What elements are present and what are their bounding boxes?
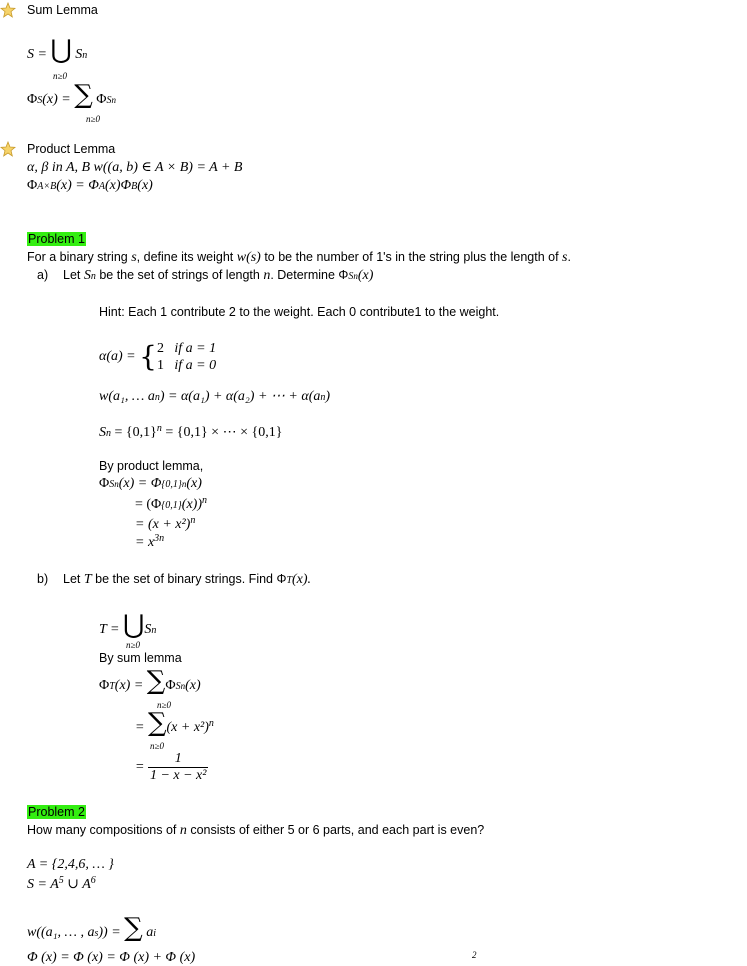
sn-eq: S [99,425,106,441]
cut-off-mark: 2 [472,950,477,960]
phiT-line3 [135,751,208,784]
eq2-rhs: Φ [96,92,107,107]
pa-nsub: n [353,271,358,281]
stmt-end: . [567,250,571,264]
alpha-def [99,340,216,374]
problem2-label [27,805,86,819]
phiT-lhs-sub: T [109,681,115,692]
w-def-rest: )) = [98,925,125,940]
phiT-lhs: Φ [99,678,110,693]
phi3: = (x + x²) [135,517,191,533]
pa-S: S [83,268,91,283]
phiT-rhs-sub: S [175,681,181,692]
phi4-sup: 3n [154,533,165,544]
w-equation [99,388,330,405]
pb-Tsub: T [286,575,293,586]
line2-sub2: A [98,181,105,192]
frac-num: 1 [148,751,209,768]
stmt-b: , define its weight [136,250,237,264]
fraction [148,751,209,784]
eq1-rhs: S [75,47,83,62]
S-def-sup1: 5 [58,875,64,886]
p2-stmt-a: How many compositions of [27,823,180,837]
product-lemma-line1: α, β in A, B w((a, b) ∈ A × B) = A + B [27,160,243,175]
pa-x: (x) [357,268,374,283]
phi1-rhs-subsup: n [181,479,187,489]
phi1-rhs-sub: {0,1} [161,479,182,490]
sn-eq-rest2: = {0,1} × ⋯ × {0,1} [161,425,283,441]
phi-line2 [135,495,207,513]
eq2-lhs: Φ [27,92,38,107]
star-icon [0,2,16,18]
S-def-mid: ∪ A [63,877,91,893]
S-definition [27,875,96,893]
w-eq-n: n [154,392,160,403]
pb-t2: be the set of binary strings. Find Φ [91,572,287,586]
phiT-rhs-subsub: n [180,681,186,691]
phi2-sub: {0,1} [161,500,182,512]
stmt-s2: s [562,250,568,265]
phi2-sup: n [202,495,207,506]
w-def-sub: s [94,928,99,939]
w-eq-rest: ) = α(a₁) + α(a₂) + ⋯ + α(a [159,389,321,404]
case2-cond: if a = 0 [174,358,217,373]
problem1-label-text: Problem 1 [28,232,85,246]
w-eq-n2: n [320,392,326,403]
phi1-lhs-subsub: n [114,479,119,489]
problem1-statement [27,250,571,266]
union-symbol: ⋃ [50,35,72,65]
pa-len: n [263,268,271,283]
sum-symbol: ∑ [146,666,166,696]
line2-phi: Φ [27,178,38,193]
t-eq-under: n≥0 [126,640,140,650]
sum-symbol: ∑ [147,708,167,738]
stmt-w: w(s) [236,250,261,265]
part-a-text [63,268,373,284]
line2-rest: (x) = Φ [56,178,99,193]
frac-den: 1 − x − x² [149,768,207,783]
t-eq-lhs: T = [99,622,123,637]
t-equation [99,612,156,638]
phiT3-eq: = [135,759,148,775]
sum-lemma-eq2 [27,82,116,108]
t-eq-rhs: S [144,622,152,637]
phi2: = (Φ [135,497,162,513]
part-b-text [63,572,311,588]
hint-text: Hint: Each 1 contribute 2 to the weight. Each 0 contribute1 to the weight. [99,305,500,319]
pa-t1: Let [63,268,84,282]
pa-t2: be the set of strings of length [95,268,264,282]
part-a-label: a) [37,268,49,282]
stmt-c: to be the number of 1's in the string plus the length of [260,250,563,264]
phi1-end: (x) [186,476,202,491]
pa-t3: . Determine Φ [270,268,349,282]
eq2-rhs-subsub: n [111,95,117,105]
sum-symbol: ∑ [124,913,143,943]
eq2-lhs-sub: S [37,95,43,106]
by-sum-lemma: By sum lemma [99,651,182,665]
line2-sub: A×B [37,181,57,192]
sum-lemma-title: Sum Lemma [27,3,98,17]
phi-line3 [135,515,195,533]
w-definition [27,915,156,941]
part-b-label: b) [37,572,49,586]
eq2-rhs-sub: S [106,95,112,106]
sum-symbol: ∑ [74,80,93,110]
w-def-sum-sub: i [153,928,156,939]
star-icon [0,141,16,157]
alpha-cases [157,340,216,374]
product-lemma-line2 [27,178,153,194]
p2-stmt-n: n [179,823,187,838]
phi3-sup: n [190,515,196,526]
phiT-rest: (x) = [114,678,147,693]
cut-off-line: Φ (x) = Φ (x) = Φ (x) + Φ (x) [27,950,196,965]
phiT2-rhs: (x + x²) [166,720,209,735]
eq2-under: n≥0 [86,114,100,124]
sn-eq-sub: n [106,428,111,440]
S-def: S = A [27,877,59,893]
phiT-line1 [99,668,201,694]
pb-end: (x). [292,572,312,587]
case1-cond: if a = 1 [174,341,217,356]
p2-stmt-b: consists of either 5 or 6 parts, and each part is even? [186,823,485,837]
alpha-lhs: α(a) = [99,349,140,364]
case2-val: 1 [156,358,164,373]
stmt-var: s [131,250,137,265]
phi1-lhs-sub: S [109,479,115,490]
pa-Ssub: S [348,271,354,282]
pb-t1: Let [63,572,84,586]
phi1-lhs: Φ [99,476,110,491]
phiT2-under: n≥0 [150,741,164,751]
phiT-line2 [135,710,214,736]
sn-eq-sup: n [156,423,162,434]
pb-T: T [83,572,92,587]
eq1-rhs-sub: n [82,50,88,61]
phiT-rhs: Φ [165,678,176,693]
case1-val: 2 [156,341,164,356]
pa-n: n [90,271,96,282]
line2-sub3: B [131,181,138,192]
line2-rest2: (x)Φ [104,178,132,193]
sn-equation [99,423,282,441]
phiT2-sup: n [208,717,214,729]
sum-lemma-eq1 [27,37,87,63]
phi-line4 [135,533,164,551]
eq2-lhs-rest: (x) = [42,92,75,107]
phi-line1 [99,476,202,492]
eq1-under: n≥0 [53,71,67,81]
w-eq-end: ) [325,389,331,404]
problem1-label [27,232,86,246]
union-symbol: ⋃ [122,610,145,640]
eq1-lhs: S = [27,47,51,62]
sn-eq-rest: = {0,1} [111,425,157,441]
stmt-a: For a binary string [27,250,132,264]
line2-rest3: (x) [137,178,153,193]
problem2-label-text: Problem 2 [28,805,85,819]
w-eq: w(a₁, … a [99,389,155,404]
S-def-sup2: 6 [90,875,96,886]
by-product-lemma: By product lemma, [99,459,204,473]
w-def: w((a₁, … , a [27,925,95,940]
phiT-under: n≥0 [157,700,171,710]
t-eq-rhs-sub: n [151,625,157,636]
left-brace: { [139,340,157,373]
problem2-statement [27,823,484,839]
phiT-rhs-end: (x) [185,678,201,693]
w-def-sum: a [146,925,154,940]
product-lemma-title: Product Lemma [27,142,116,156]
phi2-rest: (x)) [181,497,202,513]
phiT2-eq: = [135,720,148,735]
A-definition: A = {2,4,6, … } [27,857,114,872]
phi4: = x [135,535,155,551]
phi1-rest: (x) = Φ [118,476,162,491]
